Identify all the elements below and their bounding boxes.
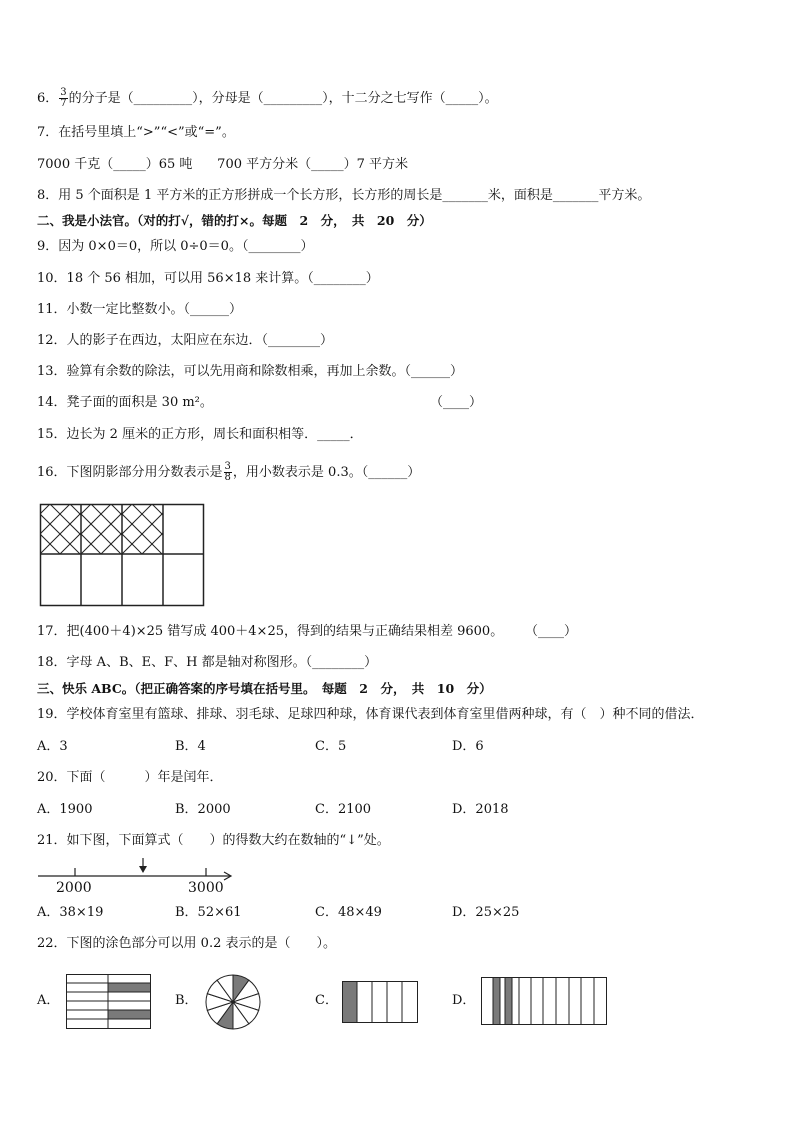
q19-option-a[interactable]: A．3 <box>37 739 68 754</box>
q6-number: 6． <box>37 91 59 106</box>
question-13: 13．验算有余数的除法，可以先用商和除数相乘，再加上余数。（______） <box>37 364 464 379</box>
question-12: 12．人的影子在西边，太阳应在东边．（________） <box>37 333 334 348</box>
q17-blank: （____） <box>525 624 578 639</box>
question-20: 20．下面（ ）年是闰年． <box>37 770 223 785</box>
axis-label-3000: 3000 <box>188 880 224 896</box>
q21-option-a[interactable]: A．38×19 <box>37 905 104 920</box>
q21-option-c[interactable]: C．48×49 <box>315 905 382 920</box>
axis-label-2000: 2000 <box>56 880 92 896</box>
q22-figure-c <box>342 981 420 1025</box>
hatch-cell-1 <box>0 504 120 554</box>
q21-option-d[interactable]: D．25×25 <box>452 905 520 920</box>
question-8: 8．用 5 个面积是 1 平方米的正方形拼成一个长方形，长方形的周长是_______米，面积是_______平方米。 <box>37 188 651 203</box>
question-18: 18．字母 A、B、E、F、H 都是轴对称图形。（________） <box>37 655 378 670</box>
fraction-3-7: $\frac{3}{7}$ <box>60 87 67 109</box>
question-9: 9．因为 0×0＝0，所以 0÷0＝0。（________） <box>37 239 314 254</box>
q22-option-b[interactable]: B． <box>175 993 198 1008</box>
q20-option-b[interactable]: B．2000 <box>175 802 231 817</box>
section-2-heading: 二、我是小法官。（对的打√，错的打×。每题 2 分， 共 20 分） <box>37 213 432 228</box>
q21-option-b[interactable]: B．52×61 <box>175 905 242 920</box>
question-10: 10．18 个 56 相加，可以用 56×18 来计算。（________） <box>37 271 379 286</box>
question-22: 22．下图的涂色部分可以用 0.2 表示的是（ ）。 <box>37 936 336 951</box>
q22-option-d[interactable]: D． <box>452 993 476 1008</box>
question-21: 21．如下图，下面算式（ ）的得数大约在数轴的“↓”处。 <box>37 833 390 848</box>
q22-option-c[interactable]: C． <box>315 993 338 1008</box>
question-7-prompt: 7．在括号里填上“>”“<”或“=”。 <box>37 125 235 140</box>
hatch-cell-3 <box>72 504 202 554</box>
hatch-cell-2 <box>31 504 161 554</box>
down-arrow-head <box>139 866 147 873</box>
q22-figure-b-pie <box>204 973 262 1031</box>
q6-text: 的分子是（_________），分母是（_________），十二分之七写作（_____）。 <box>68 91 498 106</box>
q22-option-a[interactable]: A． <box>37 993 60 1008</box>
q22-figure-a <box>66 974 152 1030</box>
number-line-figure <box>38 858 238 896</box>
question-14: 14．凳子面的面积是 30 m²。 <box>37 395 213 410</box>
question-17: 17．把(400＋4)×25 错写成 400＋4×25，得到的结果与正确结果相差 9600。 <box>37 624 504 639</box>
shaded-grid-figure <box>40 504 205 607</box>
q22-figure-d <box>481 977 609 1027</box>
q19-option-d[interactable]: D．6 <box>452 739 484 754</box>
question-16: 16．下图阴影部分用分数表示是 $\frac{3}{8}$ ，用小数表示是 0.3。（______） <box>37 461 421 483</box>
fraction-3-8: $\frac{3}{8}$ <box>224 461 231 483</box>
question-15: 15．边长为 2 厘米的正方形，周长和面积相等．_____． <box>37 427 363 442</box>
q19-option-c[interactable]: C．5 <box>315 739 347 754</box>
q20-option-c[interactable]: C．2100 <box>315 802 372 817</box>
question-6 <box>37 88 498 109</box>
section-3-heading: 三、快乐 ABC。（把正确答案的序号填在括号里。 每题 2 分， 共 10 分） <box>37 681 492 696</box>
q20-option-d[interactable]: D．2018 <box>452 802 509 817</box>
q19-option-b[interactable]: B．4 <box>175 739 206 754</box>
question-11: 11．小数一定比整数小。（______） <box>37 302 243 317</box>
q14-blank: （____） <box>430 395 483 410</box>
question-19: 19．学校体育室里有篮球、排球、羽毛球、足球四种球，体育课代表到体育室里借两种球，有（ ）种不同的借法． <box>37 707 704 722</box>
question-7-items: 7000 千克（_____）65 吨 700 平方分米（_____）7 平方米 <box>37 157 409 172</box>
q20-option-a[interactable]: A．1900 <box>37 802 93 817</box>
